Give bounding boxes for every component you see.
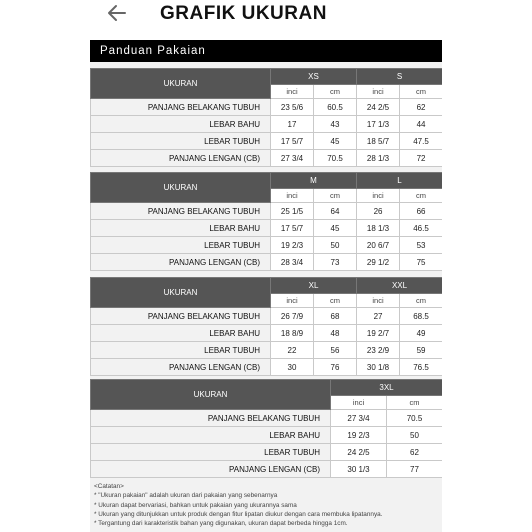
value-cm: 44 [400,116,442,133]
unit-inch: inci [357,189,400,203]
note-line: * Ukuran yang ditunjukkan untuk produk dengan fitur lipatan diukur dengan cara membuka lipatannya. [94,510,383,518]
table-row [91,99,443,116]
measurement-label: LEBAR TUBUH [91,237,271,254]
ukuran-header: UKURAN [91,173,271,203]
size-header: XXL [357,278,442,294]
measurement-label: LEBAR BAHU [91,116,271,133]
unit-cm: cm [314,294,357,308]
table-row [91,342,443,359]
measurement-label: PANJANG LENGAN (CB) [91,359,271,376]
measurement-label: PANJANG LENGAN (CB) [91,461,331,478]
value-inch: 17 [271,116,314,133]
measurement-label: PANJANG BELAKANG TUBUH [91,203,271,220]
top-bar [0,0,532,34]
notes [90,482,442,528]
table-row [91,116,443,133]
unit-cm: cm [314,189,357,203]
value-inch: 25 1/5 [271,203,314,220]
unit-inch: inci [271,189,314,203]
value-cm: 68.5 [400,308,442,325]
value-inch: 18 5/7 [357,133,400,150]
value-cm: 72 [400,150,442,167]
unit-cm: cm [387,396,443,410]
value-cm: 62 [400,99,442,116]
value-inch: 19 2/3 [331,427,387,444]
unit-cm: cm [400,85,442,99]
arrow-left-icon [106,2,128,24]
measurement-label: LEBAR BAHU [91,325,271,342]
size-table [90,68,442,167]
value-cm: 48 [314,325,357,342]
unit-cm: cm [400,189,442,203]
table-row [91,308,443,325]
table-row [91,254,443,271]
table-row [91,410,443,427]
value-cm: 70.5 [387,410,443,427]
measurement-label: LEBAR BAHU [91,220,271,237]
value-inch: 27 3/4 [271,150,314,167]
size-header: S [357,69,442,85]
ukuran-header: UKURAN [91,278,271,308]
value-cm: 56 [314,342,357,359]
value-inch: 27 [357,308,400,325]
value-inch: 19 2/3 [271,237,314,254]
note-line: * "Ukuran pakaian" adalah ukuran dari pakaian yang sebenarnya [94,492,278,500]
value-inch: 24 2/5 [357,99,400,116]
size-header: XS [271,69,357,85]
measurement-label: PANJANG BELAKANG TUBUH [91,308,271,325]
value-cm: 75 [400,254,442,271]
table-row [91,203,443,220]
unit-inch: inci [271,294,314,308]
measurement-label: LEBAR TUBUH [91,133,271,150]
value-inch: 19 2/7 [357,325,400,342]
size-table [90,379,442,478]
table-row [91,220,443,237]
value-inch: 28 3/4 [271,254,314,271]
unit-inch: inci [331,396,387,410]
unit-inch: inci [357,294,400,308]
value-inch: 22 [271,342,314,359]
measurement-label: PANJANG BELAKANG TUBUH [91,99,271,116]
unit-inch: inci [271,85,314,99]
value-cm: 46.5 [400,220,442,237]
value-inch: 28 1/3 [357,150,400,167]
note-line: * Tergantung dari karakteristik bahan yang digunakan, ukuran dapat berbeda hingga 1cm. [94,520,348,528]
unit-inch: inci [357,85,400,99]
size-header: L [357,173,442,189]
value-cm: 62 [387,444,443,461]
value-cm: 49 [400,325,442,342]
table-row [91,461,443,478]
table-row [91,237,443,254]
value-inch: 17 5/7 [271,133,314,150]
measurement-label: PANJANG LENGAN (CB) [91,150,271,167]
value-cm: 45 [314,220,357,237]
value-cm: 53 [400,237,442,254]
value-cm: 64 [314,203,357,220]
value-inch: 23 5/6 [271,99,314,116]
value-cm: 73 [314,254,357,271]
value-cm: 60.5 [314,99,357,116]
value-inch: 27 3/4 [331,410,387,427]
page-title: GRAFIK UKURAN [160,3,327,24]
back-button[interactable] [106,2,128,24]
value-inch: 17 5/7 [271,220,314,237]
value-cm: 45 [314,133,357,150]
value-cm: 68 [314,308,357,325]
value-inch: 18 8/9 [271,325,314,342]
value-cm: 76.5 [400,359,442,376]
value-cm: 50 [387,427,443,444]
note-line: * Ukuran dapat bervariasi, bahkan untuk pakaian yang ukurannya sama [94,501,297,509]
value-inch: 30 1/8 [357,359,400,376]
measurement-label: LEBAR BAHU [91,427,331,444]
unit-cm: cm [314,85,357,99]
value-inch: 30 [271,359,314,376]
table-row [91,359,443,376]
size-header: 3XL [331,380,443,396]
measurement-label: LEBAR TUBUH [91,444,331,461]
unit-cm: cm [400,294,442,308]
size-header: XL [271,278,357,294]
value-cm: 59 [400,342,442,359]
value-cm: 47.5 [400,133,442,150]
table-row [91,444,443,461]
size-table [90,172,442,271]
table-row [91,325,443,342]
table-row [91,150,443,167]
note-line: <Catatan> [94,483,124,490]
ukuran-header: UKURAN [91,380,331,410]
value-cm: 77 [387,461,443,478]
table-row [91,133,443,150]
measurement-label: PANJANG BELAKANG TUBUH [91,410,331,427]
value-inch: 26 7/9 [271,308,314,325]
value-inch: 18 1/3 [357,220,400,237]
size-guide-panel [90,40,442,532]
ukuran-header: UKURAN [91,69,271,99]
guide-title: Panduan Pakaian [90,40,442,62]
value-cm: 66 [400,203,442,220]
measurement-label: LEBAR TUBUH [91,342,271,359]
value-inch: 24 2/5 [331,444,387,461]
measurement-label: PANJANG LENGAN (CB) [91,254,271,271]
size-header: M [271,173,357,189]
value-inch: 23 2/9 [357,342,400,359]
value-cm: 70.5 [314,150,357,167]
value-inch: 29 1/2 [357,254,400,271]
value-cm: 43 [314,116,357,133]
value-inch: 20 6/7 [357,237,400,254]
value-inch: 26 [357,203,400,220]
value-cm: 76 [314,359,357,376]
value-inch: 30 1/3 [331,461,387,478]
size-table [90,277,442,376]
table-row [91,427,443,444]
value-inch: 17 1/3 [357,116,400,133]
value-cm: 50 [314,237,357,254]
